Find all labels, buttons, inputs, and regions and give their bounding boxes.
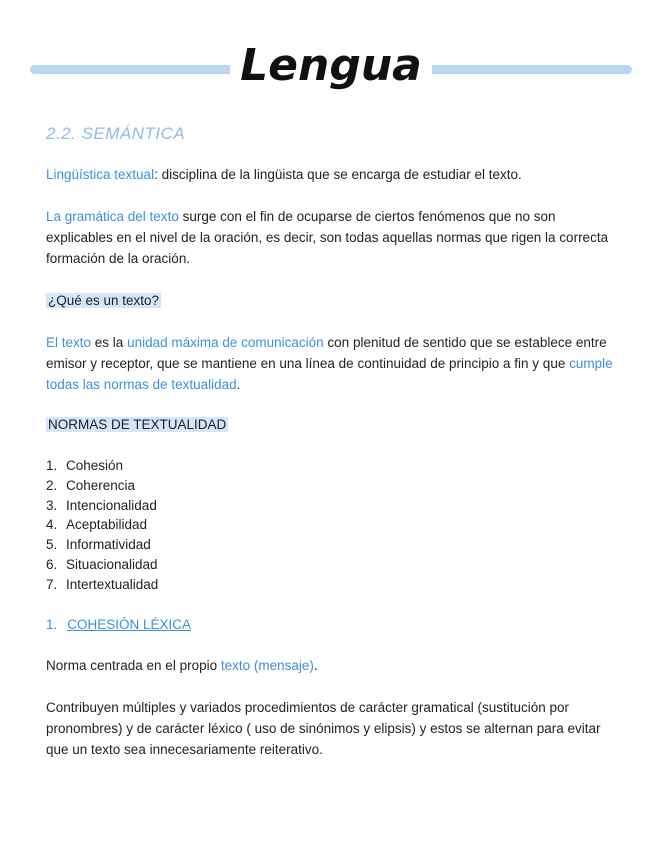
list-item: 1. Cohesión: [46, 458, 124, 473]
paragraph-texto: El texto es la unidad máxima de comunicación con plenitud de sentido que se establece entre emisor y receptor, que se mantiene en una línea de continuidad de principio a fin y que cumple todas las normas de textualidad.: [46, 335, 613, 392]
paragraph-norma: Norma centrada en el propio texto (mensaje).: [46, 658, 318, 673]
paragraph-gramatica: La gramática del texto surge con el fin de ocuparse de ciertos fenómenos que no son explicables en el nivel de la oración, es decir, son todas aquellas normas que rigen la correcta formación de la oración.: [46, 209, 609, 266]
subsection-heading: 1. COHESIÓN LÉXICA: [46, 617, 192, 632]
norms-heading: NORMAS DE TEXTUALIDAD: [48, 417, 227, 432]
paragraph-contribuyen: Contribuyen múltiples y variados procedimientos de carácter gramatical (sustitución por pronombres) y de carácter léxico ( uso de sinónimos y elipsis) y estos se alternan para evitar que un texto sea innecesariamente reiterativo.: [46, 700, 601, 757]
title-banner: [30, 38, 632, 98]
list-item: 7. Intertextualidad: [46, 576, 159, 592]
list-item: 4. Aceptabilidad: [46, 517, 148, 533]
page-title: Lengua: [30, 38, 632, 94]
list-item: 6. Situacionalidad: [46, 556, 158, 572]
paragraph-linguistica: Lingüística textual: disciplina de la lingüista que se encarga de estudiar el texto.: [46, 167, 522, 182]
norms-list: [46, 456, 158, 595]
term-linguistica: Lingüística textual: [46, 167, 155, 182]
section-heading: 2.2. SEMÁNTICA: [46, 124, 186, 143]
list-item: 5. Informatividad: [46, 537, 151, 553]
list-item: 3. Intencionalidad: [46, 497, 157, 513]
term-gramatica: La gramática del texto: [46, 209, 179, 224]
question-heading: ¿Qué es un texto?: [48, 293, 160, 308]
list-item: 2. Coherencia: [46, 477, 136, 493]
